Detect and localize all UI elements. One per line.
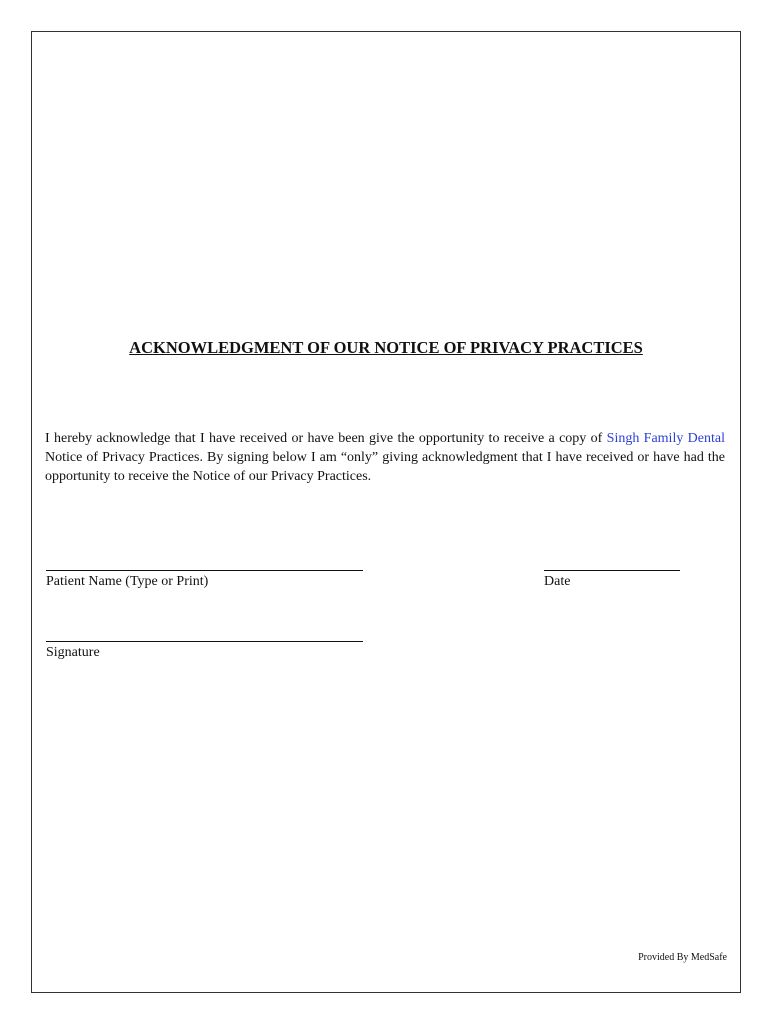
signature-label: Signature [46, 645, 100, 660]
document-title: ACKNOWLEDGMENT OF OUR NOTICE OF PRIVACY PRACTICES [129, 338, 643, 357]
footer-credit: Provided By MedSafe [638, 952, 727, 963]
date-label: Date [544, 574, 571, 589]
date-line[interactable] [544, 570, 680, 571]
patient-name-line[interactable] [46, 570, 363, 571]
patient-name-label: Patient Name (Type or Print) [46, 574, 209, 589]
acknowledgment-paragraph [45, 429, 725, 486]
paragraph-text-start: I hereby acknowledge that I have received or have been give the opportunity to receive a copy of [45, 431, 607, 446]
practice-name: Singh Family Dental [606, 431, 725, 446]
document-page [31, 31, 741, 993]
signature-line[interactable] [46, 641, 363, 642]
paragraph-text-end: Notice of Privacy Practices. By signing below I am “only” giving acknowledgment that I have received or have had the opportunity to receive the Notice of our Privacy Practices. [45, 450, 725, 484]
